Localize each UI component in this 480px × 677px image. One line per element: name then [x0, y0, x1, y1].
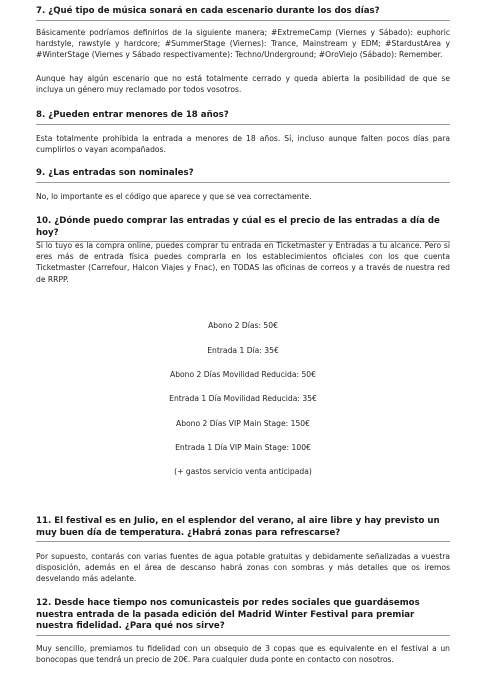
faq-answer-11: Por supuesto, contarás con varias fuentes de agua potable gratuitas y debidamente señalizadas a vuestra disposición, además en el área de descanso habrá zonas con sombras y más detalles que os iremos desvelando más adelante.: [36, 552, 450, 584]
faq-question-8: 8. ¿Pueden entrar menores de 18 años?: [36, 110, 450, 125]
faq-question-10: 10. ¿Dónde puedo comprar las entradas y cúal es el precio de las entradas a día de hoy?: [36, 216, 450, 242]
price-item: Entrada 1 Día: 35€: [207, 346, 279, 355]
price-note: (+ gastos servicio venta anticipada): [174, 467, 312, 476]
faq-question-11: 11. El festival es en Julio, en el esplendor del verano, al aire libre y hay previsto un muy buen día de temperatura. ¿Habrá zonas para refrescarse?: [36, 516, 450, 542]
faq-answer-7-paragraph-1: Básicamente podríamos definirlos de la siguiente manera; #ExtremeCamp (Viernes y Sábado): euphoric hardstyle, rawstyle y hardcore; #SummerStage (Viernes): Trance, Mainstream y EDM; #StardustArea y #WinterStage (Viernes y Sábado respectivamente): Techno/Underground; #OroViejo (Sábado): Remember.: [36, 28, 450, 60]
price-item: Abono 2 Días VIP Main Stage: 150€: [176, 419, 310, 428]
faq-answer-7-paragraph-2: Aunque hay algún escenario que no está totalmente cerrado y queda abierta la posibilidad de que se incluya un género muy reclamado por todos vosotros.: [36, 74, 450, 95]
faq-answer-12: Muy sencillo, premiamos tu fidelidad con un obsequio de 3 copas que es equivalente en el festival a un bonocopas que tendrá un precio de 20€. Para cualquier duda ponte en contacto con nosotros.: [36, 644, 450, 665]
price-item: Abono 2 Días: 50€: [208, 321, 278, 330]
faq-question-9: 9. ¿Las entradas son nominales?: [36, 168, 450, 183]
faq-answer-8: Esta totalmente prohibida la entrada a menores de 18 años. Sí, incluso aunque falten pocos días para cumplirlos o vayan acompañados.: [36, 134, 450, 155]
faq-question-12: 12. Desde hace tiempo nos comunicasteis por redes sociales que guardásemos nuestra entrada de la pasada edición del Madrid Winter Festival para premiar nuestra fidelidad. ¿Para qué nos sirve?: [36, 598, 450, 636]
faq-question-7: 7. ¿Qué tipo de música sonará en cada escenario durante los dos días?: [36, 6, 450, 21]
faq-answer-10: Si lo tuyo es la compra online, puedes comprar tu entrada en Ticketmaster y Entradas a tu alcance. Pero si eres más de entrada física puedes comprarla en los establecimientos oficiales con los que cuenta Ticketmaster (Carrefour, Halcon Viajes y Fnac), en TODAS las oficinas de correos y a través de nuestra red de RRPP.: [36, 241, 450, 284]
price-item: Entrada 1 Día VIP Main Stage: 100€: [175, 443, 311, 452]
price-item: Entrada 1 Día Movilidad Reducida: 35€: [169, 394, 317, 403]
price-item: Abono 2 Días Movilidad Reducida: 50€: [170, 370, 316, 379]
faq-answer-9: No, lo importante es el código que aparece y que se vea correctamente.: [36, 192, 312, 201]
